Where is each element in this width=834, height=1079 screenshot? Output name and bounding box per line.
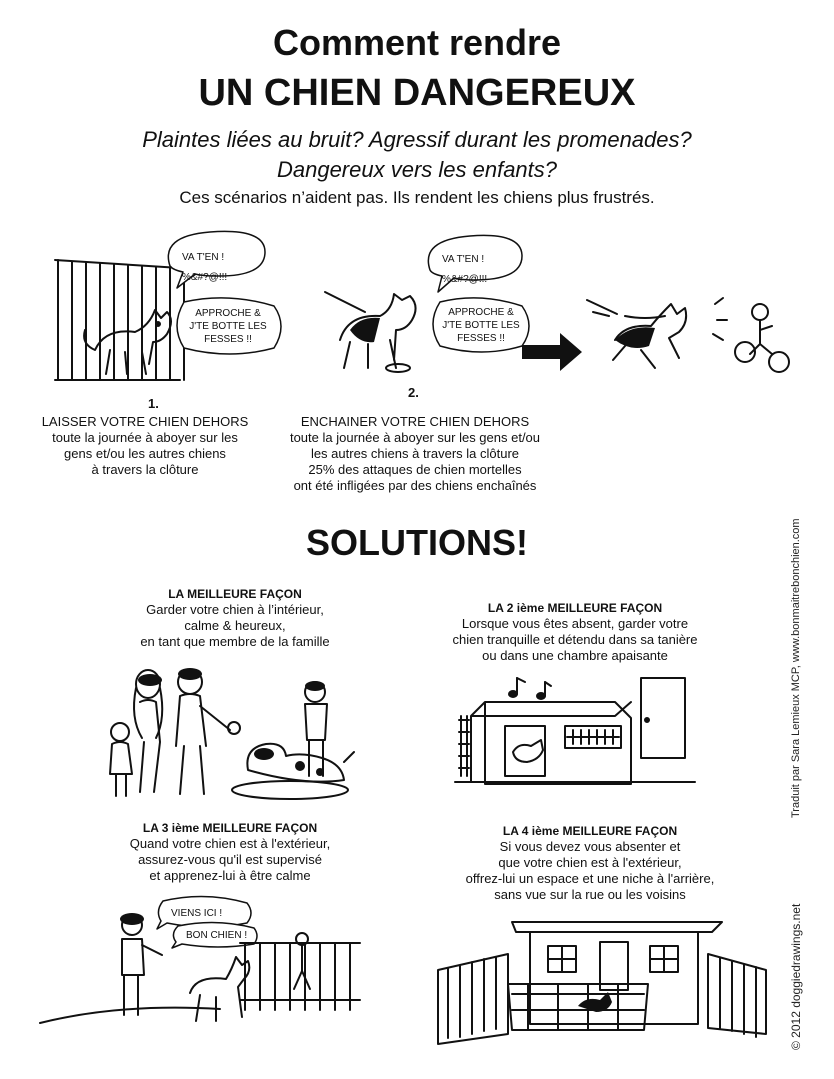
speech-bubble-1b	[170, 296, 285, 358]
scenario-1-caption-line2: toute la journée à aboyer sur les	[52, 430, 238, 445]
solution-4-line4: sans vue sur la rue ou les voisins	[494, 887, 686, 902]
solution-4-line2: que votre chien est à l'extérieur,	[498, 855, 682, 870]
speech-bubble-1a	[160, 228, 270, 298]
solution-3-line3: et apprenez-lui à être calme	[149, 868, 311, 883]
scenario-1-number: 1.	[148, 396, 159, 411]
solution-1-line3: en tant que membre de la famille	[140, 634, 330, 649]
scenario-2-caption	[270, 414, 560, 494]
solution-4-text	[440, 823, 740, 903]
scenario-2-number: 2.	[408, 385, 419, 400]
subtitle-line-2: Dangereux vers les enfants?	[276, 157, 558, 182]
solution-4-line3: offrez-lui un espace et une niche à l'arrière,	[465, 871, 715, 886]
supervised-dog-yard-illustration	[40, 905, 360, 1030]
speech-bubble-2b	[428, 296, 533, 356]
dog-chasing-child-illustration	[585, 290, 815, 380]
solution-1-text	[100, 586, 370, 650]
solution-2-heading: LA 2 ième MEILLEURE FAÇON	[487, 601, 663, 615]
scenario-2-caption-line5: ont été infligées par des chiens enchaînés	[293, 478, 537, 493]
bubble-threat-2-line1: APPROCHE &	[448, 307, 514, 318]
solution-3-line1: Quand votre chien est à l'extérieur,	[129, 836, 331, 851]
translator-credit: Traduit par Sara Lemieux MCP, www.bonmaitrebonchien.com	[790, 518, 802, 818]
solution-3-line2: assurez-vous qu'il est supervisé	[138, 852, 322, 867]
bubble-threat-1-line2: J'TE BOTTE LES	[189, 321, 267, 332]
solution-2-text	[425, 600, 725, 664]
title-line-1: Comment rendre	[272, 22, 562, 63]
backyard-house-kennel-illustration	[438, 910, 768, 1035]
family-with-dog-illustration	[100, 662, 360, 802]
scenario-1-caption-line3: gens et/ou les autres chiens	[64, 446, 226, 461]
bubble-come-here: VIENS ICI !	[171, 908, 223, 919]
bubble-swear-2: %&#?@!!!	[442, 274, 488, 285]
scenario-2-caption-line3: les autres chiens à travers la clôture	[310, 446, 520, 461]
bubble-threat-2-line3: FESSES !!	[457, 333, 505, 344]
crate-and-door-illustration	[455, 672, 695, 802]
scenario-1-caption-line4: à travers la clôture	[91, 462, 199, 477]
solution-1-line2: calme & heureux,	[184, 618, 286, 633]
solution-1-heading: LA MEILLEURE FAÇON	[168, 587, 302, 601]
copyright-credit: © 2012 doggiedrawings.net	[789, 903, 803, 1050]
subtitle-line-1: Plaintes liées au bruit? Agressif durant les promenades?	[142, 127, 692, 152]
bubble-threat-2-line2: J'TE BOTTE LES	[442, 320, 520, 331]
scenario-2-caption-line4: 25% des attaques de chien mortelles	[308, 462, 522, 477]
scenario-1-caption	[30, 414, 260, 478]
bubble-threat-1-line3: FESSES !!	[204, 334, 252, 345]
solution-3-text	[100, 820, 360, 884]
speech-bubble-2a	[420, 232, 525, 300]
title-line-2: UN CHIEN DANGEREUX	[198, 72, 636, 114]
scenario-1-caption-line1: LAISSER VOTRE CHIEN DEHORS	[41, 414, 249, 429]
solution-2-line1: Lorsque vous êtes absent, garder votre	[461, 616, 689, 631]
solutions-heading: SOLUTIONS!	[306, 522, 528, 563]
bubble-good-dog: BON CHIEN !	[186, 930, 248, 941]
bubble-go-away-1: VA T'EN !	[182, 252, 225, 263]
arrow-right-icon	[520, 330, 585, 375]
scenario-2-caption-line1: ENCHAINER VOTRE CHIEN DEHORS	[300, 414, 530, 429]
scenario-2-caption-line2: toute la journée à aboyer sur les gens et/ou	[289, 430, 541, 445]
bubble-swear-1: %&#?@!!!	[182, 272, 228, 283]
solution-2-line2: chien tranquille et détendu dans sa tanière	[452, 632, 698, 647]
solution-4-line1: Si vous devez vous absenter et	[499, 839, 681, 854]
bubble-threat-1-line1: APPROCHE &	[195, 308, 261, 319]
solution-1-line1: Garder votre chien à l’intérieur,	[146, 602, 324, 617]
solution-4-heading: LA 4 ième MEILLEURE FAÇON	[502, 824, 678, 838]
solution-3-heading: LA 3 ième MEILLEURE FAÇON	[142, 821, 318, 835]
subtitle-line-3: Ces scénarios n’aident pas. Ils rendent les chiens plus frustrés.	[179, 188, 655, 207]
solution-2-line3: ou dans une chambre apaisante	[482, 648, 668, 663]
bubble-go-away-2: VA T'EN !	[442, 254, 485, 265]
